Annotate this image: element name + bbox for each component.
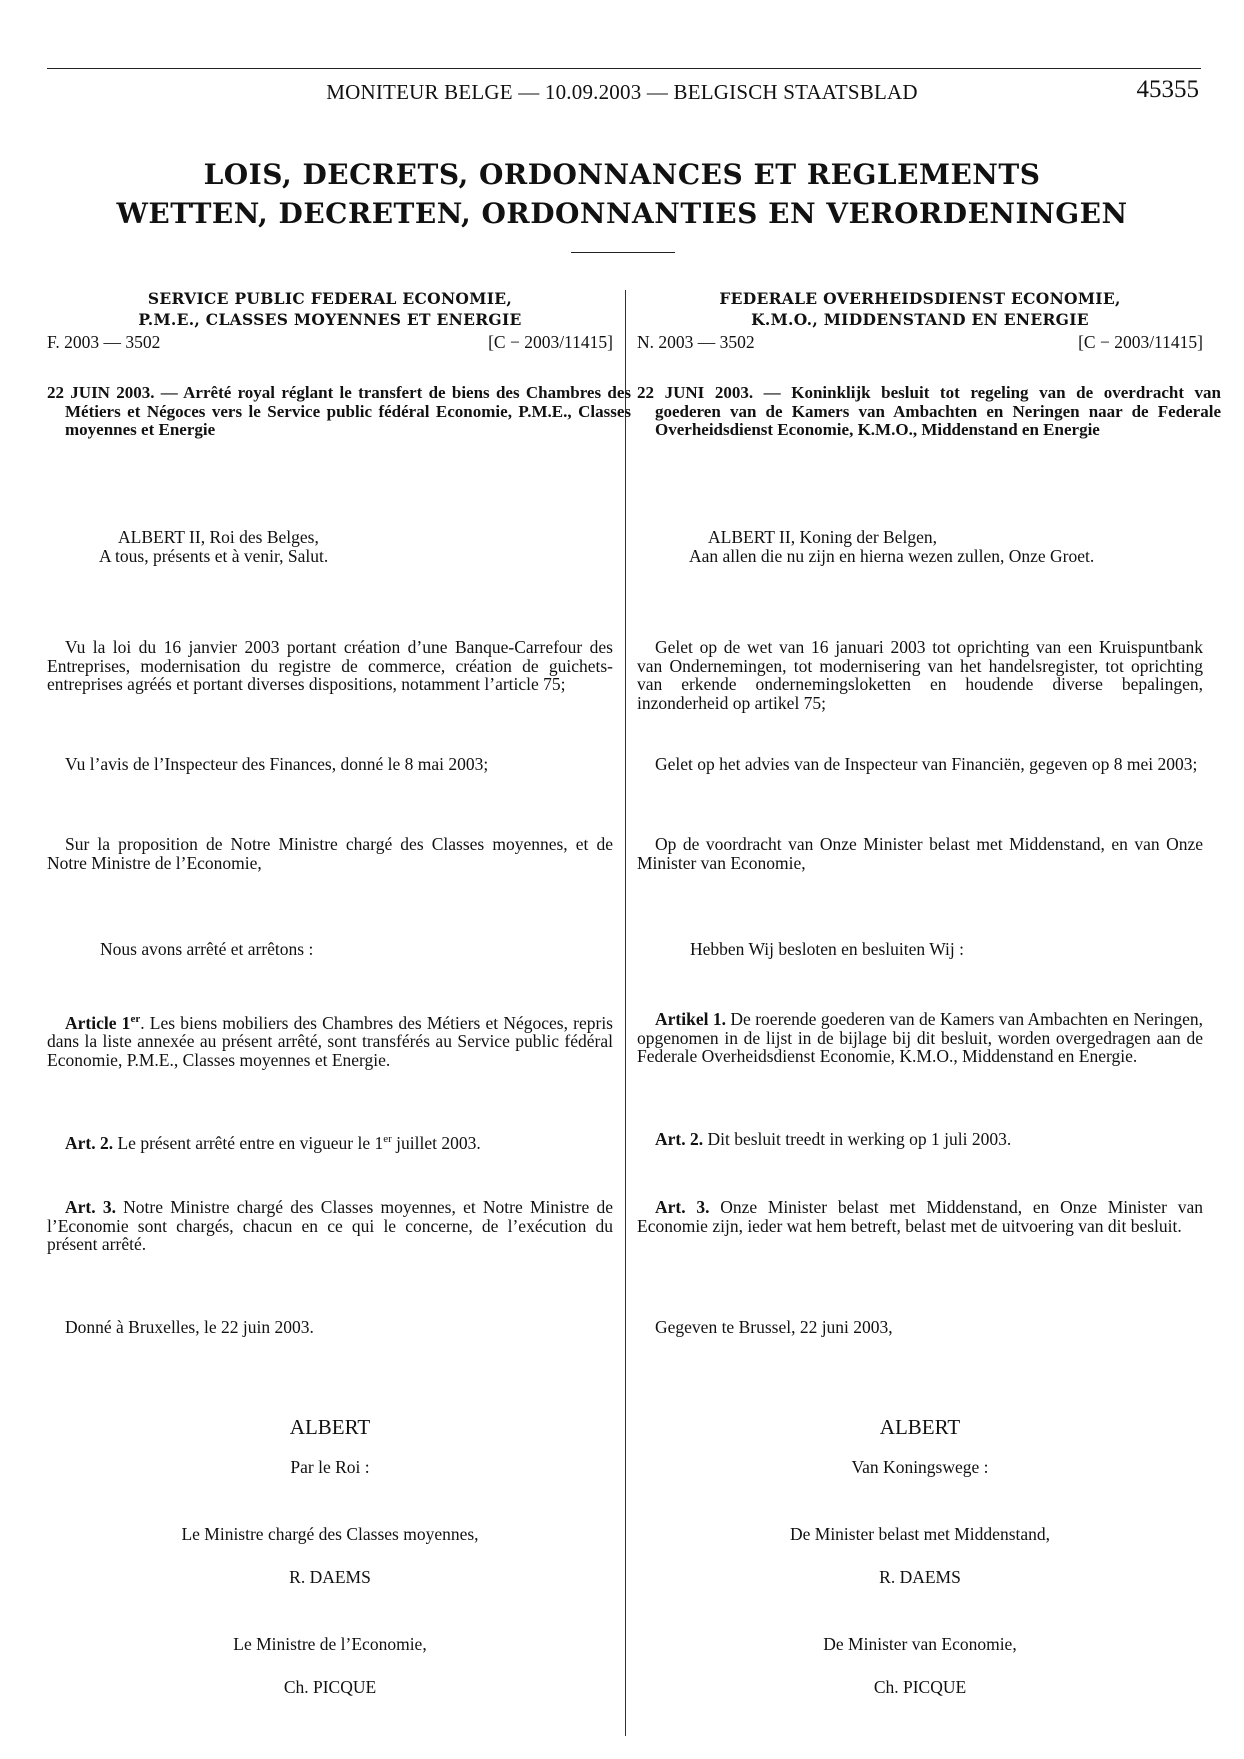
given-at: Donné à Bruxelles, le 22 juin 2003. [65, 1317, 314, 1337]
article-1: Artikel 1. De roerende goederen van de Kamers van Ambachten en Neringen, opgenomen in de lijst in de bijlage bij dit besluit, worden overgedragen aan de Federale Overheidsdienst Economie, K.M.O., Middenstand en Energie. [637, 1009, 1203, 1066]
minister-1-title: Le Ministre chargé des Classes moyennes, [181, 1524, 479, 1544]
gazette-header: MONITEUR BELGE — 10.09.2003 — BELGISCH STAATSBLAD [326, 80, 918, 104]
king-signature: ALBERT [289, 1415, 371, 1439]
minister-2-name: Ch. PICQUE [283, 1677, 377, 1697]
proposition: Sur la proposition de Notre Ministre chargé des Classes moyennes, et de Notre Ministre de l’Economie, [47, 834, 613, 873]
considerant-law: Gelet op de wet van 16 januari 2003 tot oprichting van een Kruispuntbank van Ondernemingen, tot modernisering van het handelsregister, tot oprichting van erkende ondernemingsloketten en houdende diverse bepalingen, inzonderheid op artikel 75; [637, 637, 1203, 713]
article-3: Art. 3. Onze Minister belast met Middenstand, en Onze Minister van Economie zijn, ieder wat hem betreft, belast met de uitvoering van dit besluit. [637, 1197, 1203, 1236]
page-number: 45355 [1136, 76, 1199, 103]
c-ref: [C − 2003/11415] [1078, 332, 1203, 352]
proposition: Op de voordracht van Onze Minister belast met Middenstand, en van Onze Minister van Economie, [637, 834, 1203, 873]
act-title [637, 384, 1221, 440]
decision-formula: Nous avons arrêté et arrêtons : [100, 939, 314, 959]
title-separator [571, 252, 675, 253]
section-title-fr: LOIS, DECRETS, ORDONNANCES ET REGLEMENTS [203, 158, 1041, 191]
article-2: Art. 2. Le présent arrêté entre en vigueur le 1er juillet 2003. [65, 1132, 481, 1153]
minister-1-name: R. DAEMS [879, 1567, 961, 1587]
given-at: Gegeven te Brussel, 22 juni 2003, [655, 1317, 893, 1337]
act-title-text: Koninklijk besluit tot regeling van de overdracht van goederen van de Kamers van Ambachten en Neringen naar de Federale Overheidsdienst Economie, K.M.O., Middenstand en Energie [655, 383, 1222, 439]
article-3: Art. 3. Notre Ministre chargé des Classes moyennes, et Notre Ministre de l’Economie sont chargés, chacun en ce qui le concerne, de l’exécution du présent arrêté. [47, 1197, 613, 1254]
considerant-law: Vu la loi du 16 janvier 2003 portant création d’une Banque-Carrefour des Entreprises, modernisation du registre de commerce, création de guichets-entreprises agréés et portant diverses dispositions, notamment l’article 75; [47, 637, 613, 694]
act-title-text: Arrêté royal réglant le transfert de biens des Chambres des Métiers et Négoces vers le Service public fédéral Economie, P.M.E., Classes moyennes et Energie [65, 383, 632, 439]
king-formula: ALBERT II, Roi des Belges, A tous, présents et à venir, Salut. [99, 527, 329, 566]
king-signature: ALBERT [879, 1415, 961, 1439]
minister-2-title: Le Ministre de l’Economie, [233, 1634, 427, 1654]
by-the-king: Van Koningswege : [851, 1457, 989, 1477]
decision-formula: Hebben Wij besloten en besluiten Wij : [690, 939, 965, 959]
header-rule [47, 68, 1201, 69]
considerant-advice: Vu l’avis de l’Inspecteur des Finances, donné le 8 mai 2003; [65, 754, 489, 774]
act-date: 22 JUNI 2003. — [637, 383, 781, 402]
act-date: 22 JUIN 2003. — [47, 383, 178, 402]
section-title-nl: WETTEN, DECRETEN, ORDONNANTIES EN VERORDENINGEN [116, 197, 1128, 230]
minister-1-name: R. DAEMS [289, 1567, 371, 1587]
minister-1-title: De Minister belast met Middenstand, [789, 1524, 1051, 1544]
c-ref: [C − 2003/11415] [488, 332, 613, 352]
department-heading: FEDERALE OVERHEIDSDIENST ECONOMIE, K.M.O., MIDDENSTAND EN ENERGIE [719, 289, 1121, 329]
numac-ref: N. 2003 — 3502 [637, 332, 755, 352]
department-heading: SERVICE PUBLIC FEDERAL ECONOMIE, P.M.E., CLASSES MOYENNES ET ENERGIE [138, 289, 522, 329]
minister-2-title: De Minister van Economie, [823, 1634, 1017, 1654]
king-formula: ALBERT II, Koning der Belgen, Aan allen die nu zijn en hierna wezen zullen, Onze Groet. [689, 527, 1095, 566]
article-2: Art. 2. Dit besluit treedt in werking op 1 juli 2003. [655, 1129, 1012, 1149]
by-the-king: Par le Roi : [290, 1457, 370, 1477]
reference-line [47, 333, 613, 352]
article-1: Article 1er. Les biens mobiliers des Chambres des Métiers et Négoces, repris dans la liste annexée au présent arrêté, sont transférés au Service public fédéral Economie, P.M.E., Classes moyennes et Energie. [47, 1012, 613, 1070]
reference-line [637, 333, 1203, 352]
act-title [47, 384, 631, 440]
considerant-advice: Gelet op het advies van de Inspecteur van Financiën, gegeven op 8 mei 2003; [655, 754, 1198, 774]
column-divider [625, 290, 626, 1736]
minister-2-name: Ch. PICQUE [873, 1677, 967, 1697]
numac-ref: F. 2003 — 3502 [47, 332, 161, 352]
